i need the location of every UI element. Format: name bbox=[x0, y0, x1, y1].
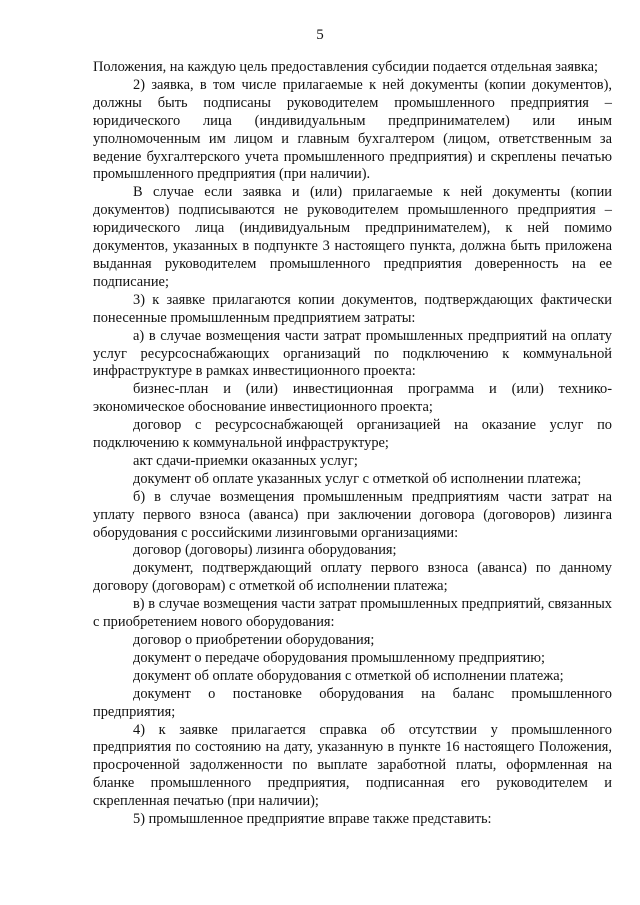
paragraph: В случае если заявка и (или) прилагаемые к ней документы (копии документов) подписываются не руководителем промышленного предприятия – юридического лица (индивидуальным предпринимателем), к ней помимо документов, указанных в подпункте 3 настоящего пункта, должна быть приложена выданная руководителем промышленного предприятия доверенность на ее подписание; bbox=[93, 184, 612, 290]
paragraph: акт сдачи-приемки оказанных услуг; bbox=[133, 452, 358, 469]
paragraph: а) в случае возмещения части затрат промышленных предприятий на оплату услуг ресурсоснабжающих организаций по подключению к коммунальной инфраструктуре в рамках инвестиционного проекта: bbox=[93, 327, 612, 380]
document-body bbox=[93, 59, 612, 829]
paragraph: 3) к заявке прилагаются копии документов, подтверждающих фактически понесенные промышленным предприятием затраты: bbox=[93, 291, 612, 326]
paragraph: б) в случае возмещения промышленным предприятиям части затрат на уплату первого взноса (аванса) при заключении договора (договоров) лизинга оборудования с российскими лизинговыми организациями: bbox=[93, 488, 612, 541]
paragraph: документ, подтверждающий оплату первого взноса (аванса) по данному договору (договорам) с отметкой об исполнении платежа; bbox=[93, 560, 612, 595]
paragraph: документ об оплате указанных услуг с отметкой об исполнении платежа; bbox=[133, 470, 582, 487]
paragraph: 2) заявка, в том числе прилагаемые к ней документы (копии документов), должны быть подписаны руководителем промышленного предприятия – юридического лица (индивидуальным предпринимателем) или иным уполномоченным им лицом и главным бухгалтером (лицом, ответственным за ведение бухгалтерского учета промышленного предприятия) и скреплены печатью промышленного предприятия (при наличии). bbox=[93, 76, 612, 183]
paragraph: договор с ресурсоснабжающей организацией на оказание услуг по подключению к коммунальной инфраструктуре; bbox=[93, 417, 612, 452]
paragraph: договор (договоры) лизинга оборудования; bbox=[133, 542, 397, 559]
paragraph: 5) промышленное предприятие вправе также представить: bbox=[133, 811, 492, 828]
paragraph: договор о приобретении оборудования; bbox=[133, 632, 375, 648]
paragraph: Положения, на каждую цель предоставления субсидии подается отдельная заявка; bbox=[93, 59, 598, 75]
paragraph: документ о передаче оборудования промышленному предприятию; bbox=[133, 649, 545, 666]
paragraph: документ об оплате оборудования с отметкой об исполнении платежа; bbox=[133, 667, 564, 684]
paragraph: 4) к заявке прилагается справка об отсутствии у промышленного предприятия по состоянию на дату, указанную в пункте 16 настоящего Положения, просроченной задолженности по выплате заработной платы, оформленная на бланке промышленного предприятия, подписанная его руководителем и скрепленная печатью (при наличии); bbox=[93, 721, 612, 810]
page-number: 5 bbox=[316, 27, 324, 43]
paragraph: бизнес-план и (или) инвестиционная программа и (или) технико-экономическое обоснование инвестиционного проекта; bbox=[93, 381, 612, 416]
paragraph: в) в случае возмещения части затрат промышленных предприятий, связанных с приобретением нового оборудования: bbox=[93, 596, 612, 631]
paragraph: документ о постановке оборудования на баланс промышленного предприятия; bbox=[93, 685, 612, 720]
